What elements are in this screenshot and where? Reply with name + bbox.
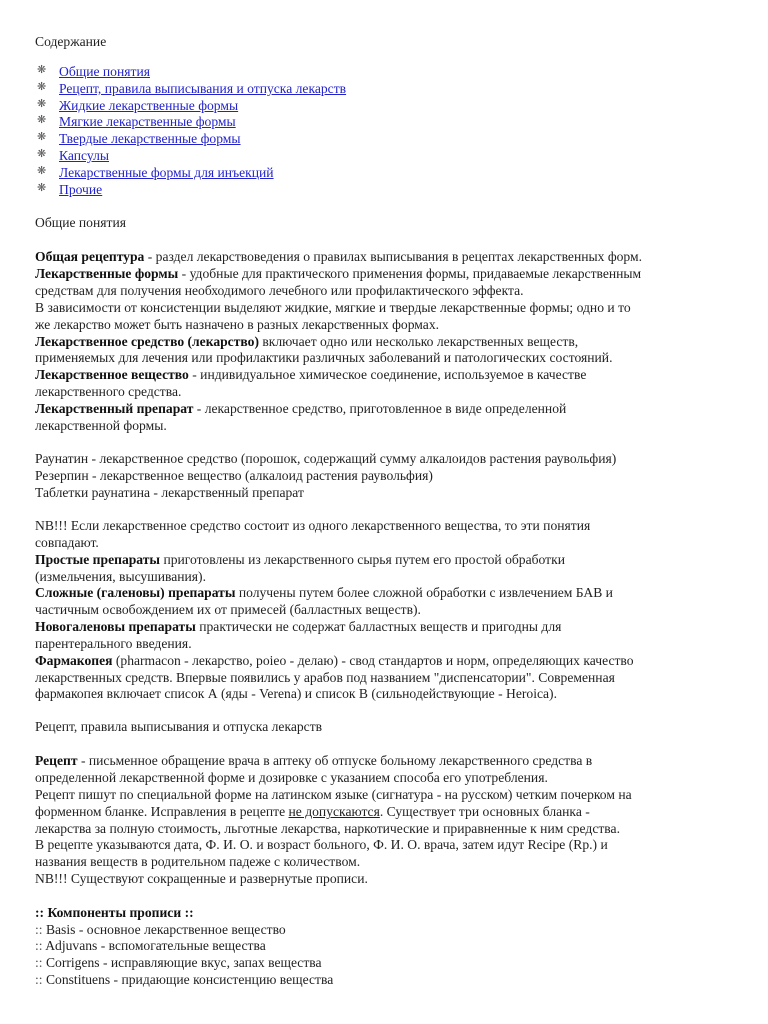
toc-item <box>35 148 346 165</box>
component-item <box>35 955 322 972</box>
definition: (pharmacon - лекарство, poieo - делаю) - свод стандартов и норм, определяющих качество <box>112 653 634 668</box>
paragraph <box>35 249 642 266</box>
bullet-star-icon: ❋ <box>37 114 47 127</box>
marker: :: <box>35 922 43 937</box>
paragraph <box>35 585 613 602</box>
toc-link-injections[interactable]: Лекарственные формы для инъекций <box>59 164 274 180</box>
section-heading-general: Общие понятия <box>35 215 126 230</box>
text-line: парентерального введения. <box>35 636 192 651</box>
marker: :: <box>35 972 43 987</box>
term: Сложные (галеновы) препараты <box>35 585 236 600</box>
toc-item <box>35 131 346 148</box>
toc-item <box>35 182 346 199</box>
example-line: Раунатин - лекарственное средство (порошок, содержащий сумму алкалоидов растения раувольфия) <box>35 451 617 466</box>
definition: включает одно или несколько лекарственных веществ, <box>258 334 579 349</box>
term: Новогаленовы препараты <box>35 619 196 634</box>
bullet-star-icon: ❋ <box>37 131 47 144</box>
component-item <box>35 972 333 989</box>
components-title <box>35 905 194 922</box>
marker: :: <box>184 905 194 920</box>
term: Лекарственные формы <box>35 266 179 281</box>
component-item <box>35 938 266 955</box>
example-line: Таблетки раунатина - лекарственный препарат <box>35 485 304 500</box>
text-line: лекарства за полную стоимость, льготные лекарства, наркотические и приравненные к ним средства. <box>35 821 620 836</box>
paragraph <box>35 804 590 821</box>
text-line: применяемых для лечения или профилактики различных заболеваний и патологических состояний. <box>35 350 613 365</box>
paragraph <box>35 367 586 384</box>
term: Простые препараты <box>35 552 161 567</box>
definition: - письменное обращение врача в аптеку об отпуске больному лекарственного средства в <box>77 753 593 768</box>
bullet-star-icon: ❋ <box>37 97 47 110</box>
paragraph <box>35 653 634 670</box>
text-line: же лекарство может быть назначено в разных лекарственных формах. <box>35 317 440 332</box>
toc-item <box>35 64 346 81</box>
definition: получены путем более сложной обработки с извлечением БАВ и <box>235 585 613 600</box>
definition: - удобные для практического применения формы, придаваемые лекарственным <box>178 266 642 281</box>
table-of-contents <box>35 64 346 198</box>
term: Фармакопея <box>35 653 113 668</box>
nb-note: NB!!! Если лекарственное средство состоит из одного лекарственного вещества, то эти понятия <box>35 518 591 533</box>
emphasis-underlined: не допускаются <box>288 804 380 819</box>
toc-link-prescription[interactable]: Рецепт, правила выписывания и отпуска лекарств <box>59 80 347 96</box>
toc-link-other[interactable]: Прочие <box>59 181 103 197</box>
bullet-star-icon: ❋ <box>37 181 47 194</box>
definition: - индивидуальное химическое соединение, используемое в качестве <box>188 367 587 382</box>
bullet-star-icon: ❋ <box>37 64 47 76</box>
toc-link-liquid[interactable]: Жидкие лекарственные формы <box>59 97 239 113</box>
toc-item <box>35 114 346 131</box>
toc-link-soft[interactable]: Мягкие лекарственные формы <box>59 114 236 130</box>
toc-item <box>35 81 346 98</box>
paragraph <box>35 334 578 351</box>
paragraph <box>35 753 592 770</box>
component-text: Corrigens - исправляющие вкус, запах вещества <box>42 955 322 970</box>
text-fragment: форменном бланке. Исправления в рецепте <box>35 804 289 819</box>
toc-link-solid[interactable]: Твердые лекарственные формы <box>59 131 241 147</box>
text-line: (измельчения, высушивания). <box>35 569 206 584</box>
text-line: В рецепте указываются дата, Ф. И. О. и возраст больного, Ф. И. О. врача, затем идут Recipe (Rp.) и <box>35 837 608 852</box>
text-line: В зависимости от консистенции выделяют жидкие, мягкие и твердые лекарственные формы; одно и то <box>35 300 631 315</box>
definition: практически не содержат балластных веществ и пригодны для <box>195 619 562 634</box>
components-heading: Компоненты прописи <box>44 905 185 920</box>
definition: - раздел лекарствоведения о правилах выписывания в рецептах лекарственных форм. <box>144 249 643 264</box>
marker: :: <box>35 938 43 953</box>
text-line: названия веществ в родительном падеже с количеством. <box>35 854 361 869</box>
term: Общая рецептура <box>35 249 145 264</box>
section-heading-prescription: Рецепт, правила выписывания и отпуска лекарств <box>35 719 323 734</box>
text-line: определенной лекарственной форме и дозировке с указанием способа его употребления. <box>35 770 548 785</box>
text-line: средствам для получения необходимого лечебного или профилактического эффекта. <box>35 283 524 298</box>
text-line: совпадают. <box>35 535 99 550</box>
example-line: Резерпин - лекарственное вещество (алкалоид растения раувольфия) <box>35 468 433 483</box>
contents-title: Содержание <box>35 34 107 49</box>
text-line: лекарственного средства. <box>35 384 182 399</box>
marker: :: <box>35 905 45 920</box>
paragraph <box>35 619 561 636</box>
bullet-star-icon: ❋ <box>37 147 47 160</box>
text-line: фармакопея включает список А (яды - Verena) и список В (сильнодействующие - Heroica). <box>35 686 557 701</box>
component-item <box>35 922 286 939</box>
paragraph <box>35 266 641 283</box>
text-line: Рецепт пишут по специальной форме на латинском языке (сигнатура - на русском) четким почерком на <box>35 787 632 802</box>
text-fragment: . Существует три основных бланка - <box>379 804 590 819</box>
nb-note: NB!!! Существуют сокращенные и развернутые прописи. <box>35 871 368 886</box>
term: Лекарственное вещество <box>35 367 189 382</box>
term: Лекарственный препарат <box>35 401 194 416</box>
definition: - лекарственное средство, приготовленное в виде определенной <box>193 401 567 416</box>
bullet-star-icon: ❋ <box>37 80 47 93</box>
text-line: лекарственной формы. <box>35 418 167 433</box>
toc-item <box>35 165 346 182</box>
bullet-star-icon: ❋ <box>37 164 47 177</box>
component-text: Basis - основное лекарственное вещество <box>42 922 286 937</box>
marker: :: <box>35 955 43 970</box>
definition: приготовлены из лекарственного сырья путем его простой обработки <box>160 552 565 567</box>
toc-item <box>35 98 346 115</box>
term: Лекарственное средство (лекарство) <box>35 334 259 349</box>
paragraph <box>35 552 565 569</box>
toc-link-general[interactable]: Общие понятия <box>59 64 150 79</box>
text-line: лекарственных средств. Впервые появились у арабов под названием "диспенсатории". Современная <box>35 670 615 685</box>
text-line: частичным освобождением их от примесей (балластных веществ). <box>35 602 421 617</box>
toc-link-capsules[interactable]: Капсулы <box>59 147 109 163</box>
paragraph <box>35 401 566 418</box>
component-text: Adjuvans - вспомогательные вещества <box>42 938 266 953</box>
term: Рецепт <box>35 753 78 768</box>
component-text: Constituens - придающие консистенцию вещества <box>42 972 334 987</box>
